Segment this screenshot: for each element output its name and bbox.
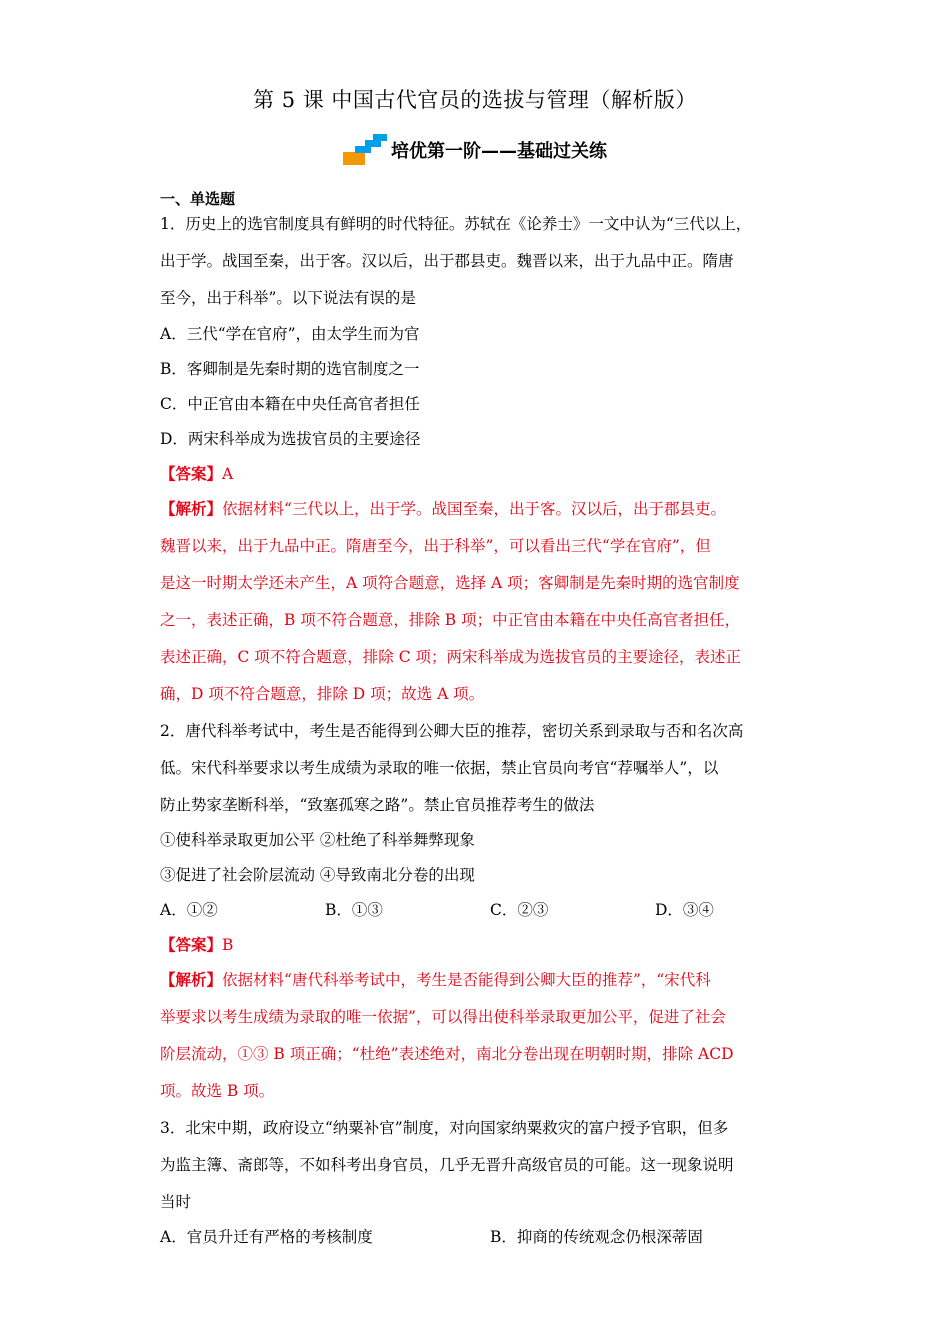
q1-analysis-line: 之一，表述正确，B 项不符合题意，排除 B 项；中正官由本籍在中央任高官者担任， (160, 611, 741, 629)
page-title: 第 5 课 中国古代官员的选拔与管理（解析版） (253, 88, 697, 112)
answer-label: 【答案】 (160, 935, 223, 954)
q2-stem-line: 防止势家垄断科举，“致塞孤寒之路”。禁止官员推荐考生的做法 (160, 796, 595, 814)
q2-option-d: D．③④ (655, 901, 714, 919)
q1-option-a: A．三代“学在官府”，由太学生而为官 (160, 325, 420, 343)
q1-analysis-line: 表述正确，C 项不符合题意，排除 C 项；两宋科举成为选拔官员的主要途径，表述正 (160, 648, 742, 666)
answer-value: A (222, 465, 234, 483)
q2-analysis-line: 阶层流动，①③ B 项正确；“杜绝”表述绝对，南北分卷出现在明朝时期，排除 ACD (160, 1045, 734, 1063)
analysis-label: 【解析】 (160, 499, 223, 518)
analysis-label: 【解析】 (160, 970, 223, 989)
q2-analysis-line: 举要求以考生成绩为录取的唯一依据”，可以得出使科举录取更加公平，促进了社会 (160, 1008, 726, 1026)
q3-stem-line: 当时 (160, 1193, 192, 1211)
analysis-text: 依据材料“三代以上，出于学。战国至秦，出于客。汉以后，出于郡县吏。 (222, 500, 726, 518)
q1-analysis-line: 确，D 项不符合题意，排除 D 项；故选 A 项。 (160, 685, 485, 703)
q1-option-d: D．两宋科举成为选拔官员的主要途径 (160, 430, 421, 448)
stairs-logo-icon (343, 134, 387, 166)
q2-stem-line: 2．唐代科举考试中，考生是否能得到公卿大臣的推荐，密切关系到录取与否和名次高 (160, 722, 744, 740)
q1-stem-line: 1．历史上的选官制度具有鲜明的时代特征。苏轼在《论养士》一文中认为“三代以上， (160, 215, 752, 233)
answer-label: 【答案】 (160, 464, 223, 483)
subtitle-text: 培优第一阶——基础过关练 (391, 141, 607, 162)
q1-stem-line: 出于学。战国至秦，出于客。汉以后，出于郡县吏。魏晋以来，出于九品中正。隋唐 (160, 252, 734, 270)
q2-option-c: C．②③ (490, 901, 549, 919)
q2-stem-line: 低。宋代科举要求以考生成绩为录取的唯一依据，禁止官员向考官“荐嘱举人”，以 (160, 759, 719, 777)
q1-option-c: C．中正官由本籍在中央任高官者担任 (160, 395, 420, 413)
section-heading: 一、单选题 (160, 190, 236, 208)
q3-option-a: A．官员升迁有严格的考核制度 (160, 1228, 373, 1246)
q1-answer (160, 462, 233, 484)
subtitle-banner (0, 132, 950, 168)
q1-analysis-line: 是这一时期太学还未产生，A 项符合题意，选择 A 项；客卿制是先秦时期的选官制度 (160, 574, 740, 592)
q2-analysis-line (160, 968, 711, 990)
q2-stem-line: ③促进了社会阶层流动 ④导致南北分卷的出现 (160, 866, 475, 884)
q2-analysis-line: 项。故选 B 项。 (160, 1082, 275, 1100)
q2-stem-line: ①使科举录取更加公平 ②杜绝了科举舞弊现象 (160, 831, 475, 849)
q1-stem-line: 至今，出于科举”。以下说法有误的是 (160, 289, 416, 307)
q2-option-a: A．①② (160, 901, 218, 919)
q3-stem-line: 3．北宋中期，政府设立“纳粟补官”制度，对向国家纳粟救灾的富户授予官职，但多 (160, 1119, 729, 1137)
q1-analysis-line (160, 497, 726, 519)
q1-option-b: B．客卿制是先秦时期的选官制度之一 (160, 360, 420, 378)
q3-stem-line: 为监主簿、斋郎等，不如科考出身官员，几乎无晋升高级官员的可能。这一现象说明 (160, 1156, 734, 1174)
analysis-text: 依据材料“唐代科举考试中，考生是否能得到公卿大臣的推荐”，“宋代科 (222, 971, 711, 989)
q3-option-b: B．抑商的传统观念仍根深蒂固 (490, 1228, 703, 1246)
q1-analysis-line: 魏晋以来，出于九品中正。隋唐至今，出于科举”，可以看出三代“学在官府”，但 (160, 537, 711, 555)
q2-option-b: B．①③ (325, 901, 383, 919)
q2-answer (160, 933, 233, 955)
answer-value: B (222, 936, 234, 954)
